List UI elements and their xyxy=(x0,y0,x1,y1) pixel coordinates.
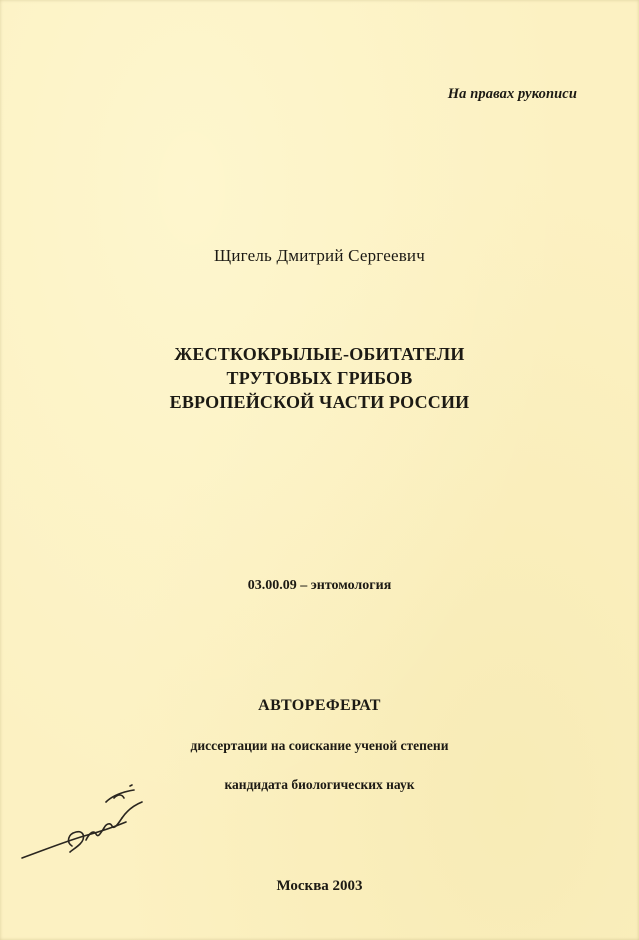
manuscript-note: На правах рукописи xyxy=(447,86,577,102)
city-and-year: Москва 2003 xyxy=(276,878,363,894)
title-line: ЖЕСТКОКРЫЛЫЕ-ОБИТАТЕЛИ xyxy=(174,344,465,364)
dissertation-title xyxy=(0,342,639,414)
title-line: ТРУТОВЫХ ГРИБОВ xyxy=(226,368,413,388)
specialty-code: 03.00.09 – энтомология xyxy=(247,578,392,593)
document-type: АВТОРЕФЕРАТ xyxy=(258,697,381,714)
author-name: Щигель Дмитрий Сергеевич xyxy=(214,246,425,265)
degree-description-line-2: кандидата биологических наук xyxy=(224,777,415,792)
title-line: ЕВРОПЕЙСКОЙ ЧАСТИ РОССИИ xyxy=(169,392,470,412)
handwritten-signature-icon xyxy=(14,772,164,872)
degree-description-line-1: диссертации на соискание ученой степени xyxy=(190,738,449,753)
